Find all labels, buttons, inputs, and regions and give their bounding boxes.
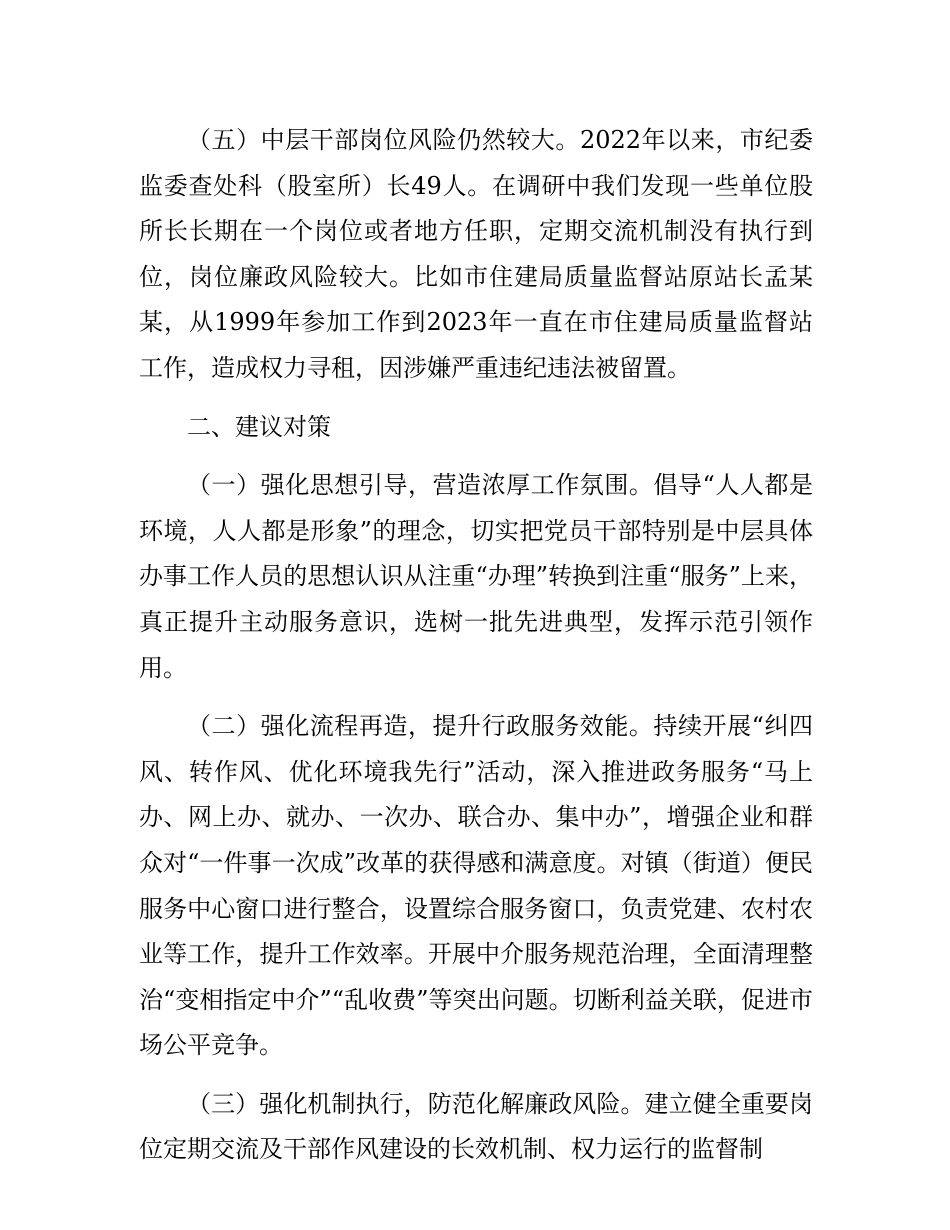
- paragraph-mechanism-execution: （三）强化机制执行，防范化解廉政风险。建立健全重要岗位定期交流及干部作风建设的长效机制、权力运行的监督制: [139, 1089, 813, 1164]
- document-body: [139, 118, 813, 1186]
- paragraph-process-reengineering: （二）强化流程再造，提升行政服务效能。持续开展“纠四风、转作风、优化环境我先行”活动，深入推进政务服务“马上办、网上办、就办、一次办、联合办、集中办”，增强企业和群众对“一件事一次成”改革的获得感和满意度。对镇（街道）便民服务中心窗口进行整合，设置综合服务窗口，负责党建、农村农业等工作，提升工作效率。开展中介服务规范治理，全面清理整治“变相指定中介”“乱收费”等突出问题。切断利益关联，促进市场公平竞争。: [139, 712, 813, 1060]
- section-heading-suggestions: 二、建议对策: [187, 412, 331, 441]
- paragraph-strengthen-guidance: （一）强化思想引导，营造浓厚工作氛围。倡导“人人都是环境，人人都是形象”的理念，切实把党员干部特别是中层具体办事工作人员的思想认识从注重“办理”转换到注重“服务”上来，真正提升主动服务意识，选树一批先进典型，发挥示范引领作用。: [139, 471, 813, 682]
- paragraph-middle-cadre-risk: （五）中层干部岗位风险仍然较大。2022年以来，市纪委监委查处科（股室所）长49人。在调研中我们发现一些单位股所长长期在一个岗位或者地方任职，定期交流机制没有执行到位，岗位廉政风险较大。比如市住建局质量监督站原站长孟某某，从1999年参加工作到2023年一直在市住建局质量监督站工作，造成权力寻租，因涉嫌严重违纪违法被留置。: [139, 126, 813, 382]
